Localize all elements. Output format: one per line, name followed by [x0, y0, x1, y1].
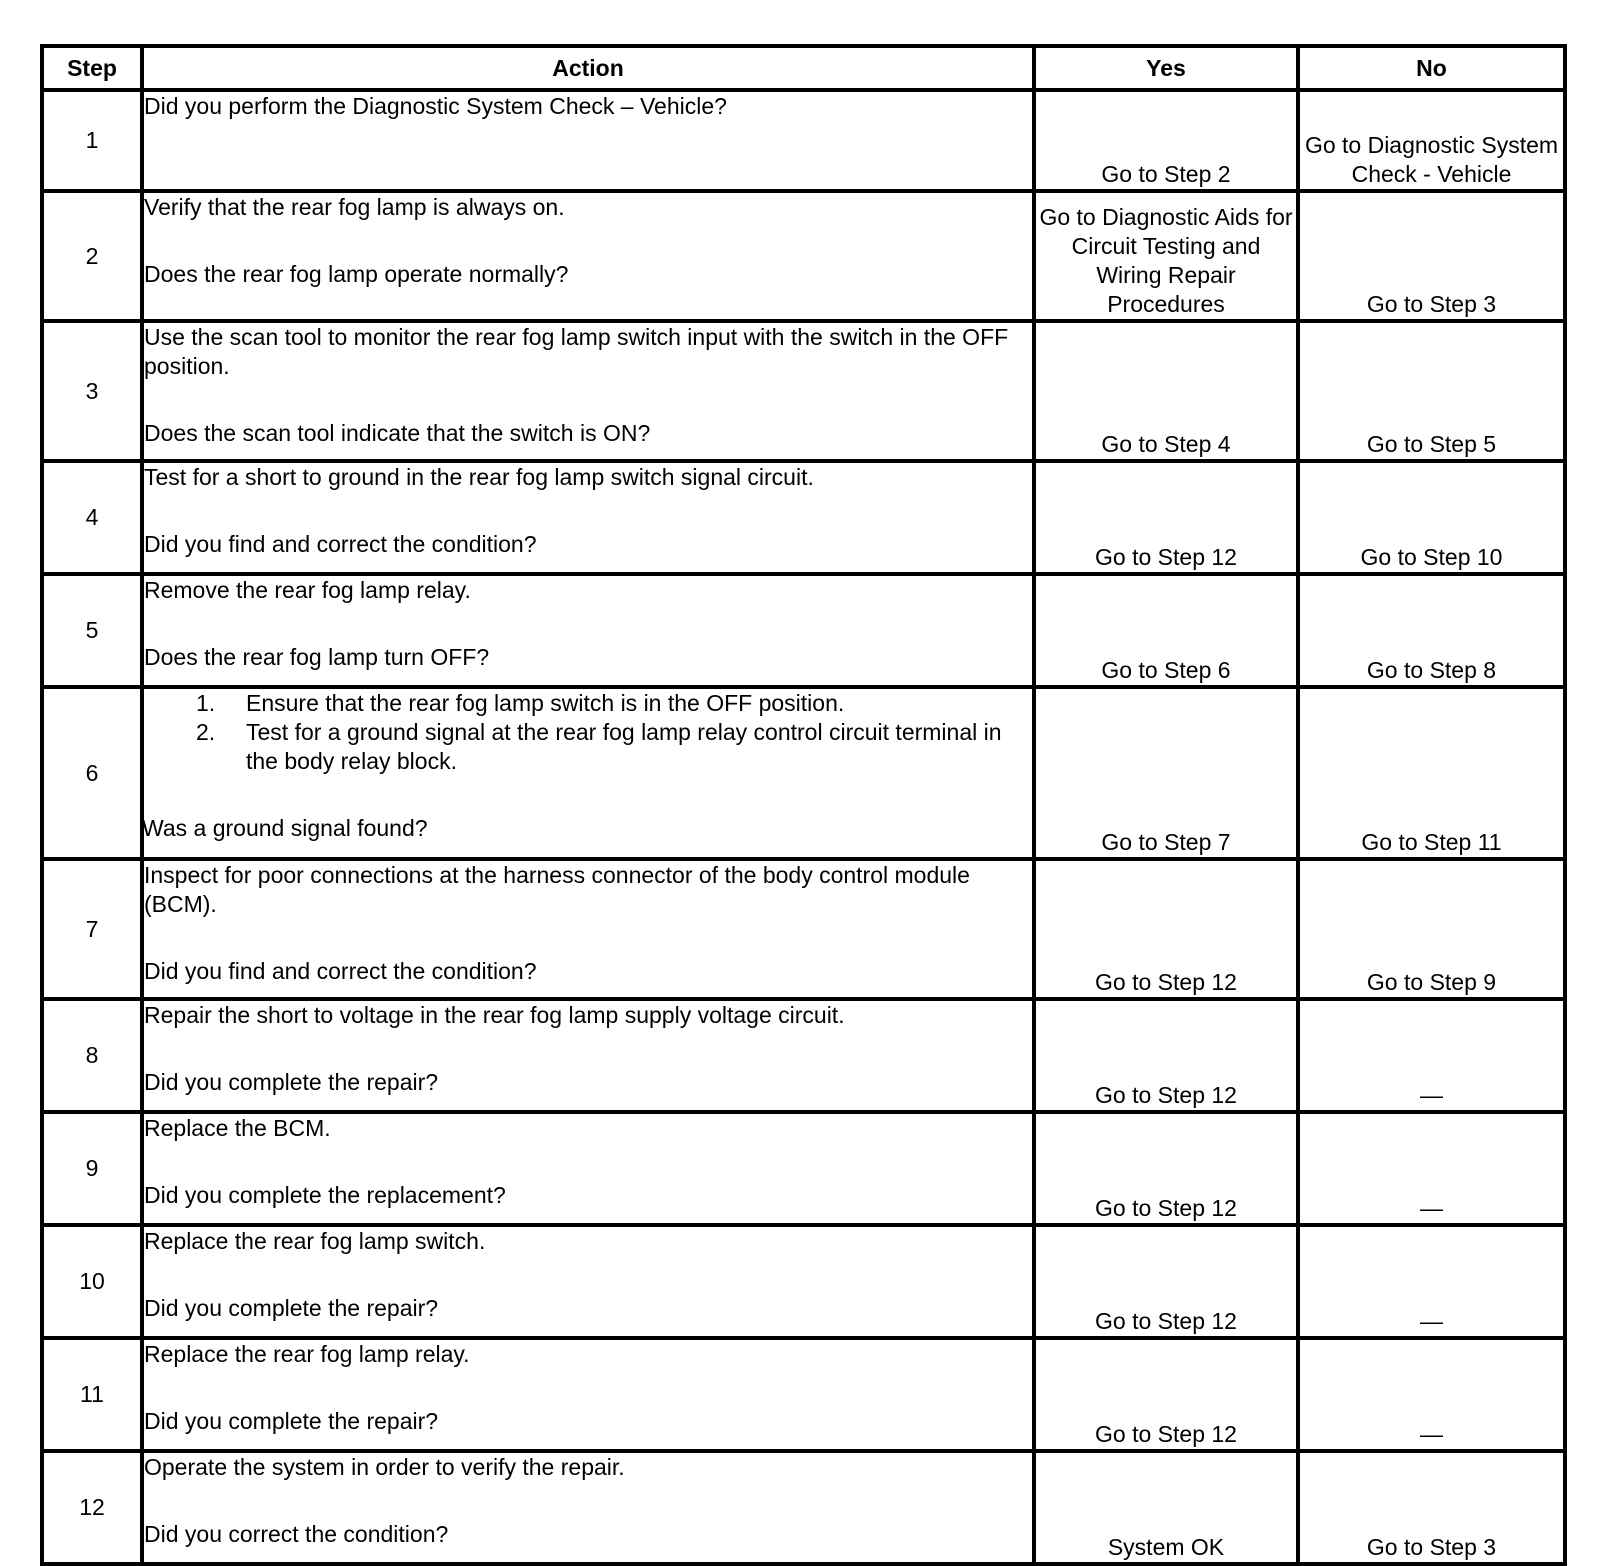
step-number: 7 [42, 859, 142, 999]
action-cell [142, 90, 1034, 191]
action-instruction: Inspect for poor connections at the harness connector of the body control module (BCM). [144, 862, 970, 917]
yes-result: Go to Step 12 [1034, 1112, 1298, 1225]
no-result: Go to Step 8 [1298, 574, 1565, 687]
yes-result: Go to Diagnostic Aids for Circuit Testing and Wiring Repair Procedures [1034, 191, 1298, 321]
action-instruction: Replace the BCM. [144, 1115, 331, 1141]
no-result: Go to Step 5 [1298, 321, 1565, 461]
list-item-number: 1. [196, 690, 216, 716]
table-row [42, 321, 1565, 461]
no-result: Go to Step 9 [1298, 859, 1565, 999]
table-row [42, 191, 1565, 321]
header-yes: Yes [1034, 46, 1298, 90]
action-question: Did you find and correct the condition? [144, 531, 537, 557]
no-result: Go to Step 3 [1298, 191, 1565, 321]
action-question: Did you complete the repair? [144, 1408, 439, 1434]
step-number: 1 [42, 90, 142, 191]
action-cell [142, 191, 1034, 321]
action-question: Did you complete the repair? [144, 1295, 439, 1321]
action-instruction: Did you perform the Diagnostic System Check – Vehicle? [144, 93, 727, 119]
action-instruction: Remove the rear fog lamp relay. [144, 577, 471, 603]
no-result: — [1298, 999, 1565, 1112]
table-row [42, 1112, 1565, 1225]
step-number: 3 [42, 321, 142, 461]
header-row [42, 46, 1565, 90]
action-cell [142, 1225, 1034, 1338]
list-item-text: Ensure that the rear fog lamp switch is in the OFF position. [246, 690, 845, 716]
step-number: 4 [42, 461, 142, 574]
list-item-number: 2. [196, 719, 216, 745]
action-instruction: Replace the rear fog lamp relay. [144, 1341, 470, 1367]
table-row [42, 1338, 1565, 1451]
yes-result: Go to Step 12 [1034, 461, 1298, 574]
list-item [144, 689, 1032, 718]
yes-result: Go to Step 12 [1034, 1338, 1298, 1451]
step-number: 9 [42, 1112, 142, 1225]
yes-result: Go to Step 12 [1034, 999, 1298, 1112]
action-cell [142, 687, 1034, 859]
action-instruction: Replace the rear fog lamp switch. [144, 1228, 486, 1254]
action-cell [142, 1112, 1034, 1225]
action-instruction: Use the scan tool to monitor the rear fog lamp switch input with the switch in the OFF position. [144, 324, 1009, 379]
step-number: 6 [42, 687, 142, 859]
table-row [42, 1225, 1565, 1338]
action-instruction: Repair the short to voltage in the rear fog lamp supply voltage circuit. [144, 1002, 845, 1028]
no-result: — [1298, 1338, 1565, 1451]
step-number: 12 [42, 1451, 142, 1564]
header-no: No [1298, 46, 1565, 90]
no-result: — [1298, 1225, 1565, 1338]
action-question: Does the rear fog lamp operate normally? [144, 261, 569, 287]
step-number: 11 [42, 1338, 142, 1451]
action-cell [142, 859, 1034, 999]
action-steps-list [144, 689, 1032, 776]
table-row [42, 687, 1565, 859]
no-result: Go to Diagnostic System Check - Vehicle [1298, 90, 1565, 191]
table-row [42, 574, 1565, 687]
yes-result: Go to Step 12 [1034, 859, 1298, 999]
action-instruction: Test for a short to ground in the rear fog lamp switch signal circuit. [144, 464, 814, 490]
step-number: 5 [42, 574, 142, 687]
action-question: Did you find and correct the condition? [144, 958, 537, 984]
table-row [42, 859, 1565, 999]
step-number: 10 [42, 1225, 142, 1338]
diagnostic-table [40, 44, 1567, 1566]
no-result: Go to Step 10 [1298, 461, 1565, 574]
yes-result: Go to Step 6 [1034, 574, 1298, 687]
header-step: Step [42, 46, 142, 90]
action-instruction: Operate the system in order to verify the repair. [144, 1454, 625, 1480]
action-cell [142, 461, 1034, 574]
no-result: Go to Step 11 [1298, 687, 1565, 859]
action-cell [142, 574, 1034, 687]
no-result: — [1298, 1112, 1565, 1225]
table-row [42, 1451, 1565, 1564]
list-item-text: Test for a ground signal at the rear fog lamp relay control circuit terminal in the body relay block. [246, 719, 1002, 774]
action-question: Was a ground signal found? [142, 815, 428, 841]
yes-result: Go to Step 12 [1034, 1225, 1298, 1338]
yes-result: System OK [1034, 1451, 1298, 1564]
action-cell [142, 1451, 1034, 1564]
action-cell [142, 321, 1034, 461]
table-row [42, 999, 1565, 1112]
no-result: Go to Step 3 [1298, 1451, 1565, 1564]
table-row [42, 90, 1565, 191]
action-question: Does the rear fog lamp turn OFF? [144, 644, 490, 670]
action-instruction: Verify that the rear fog lamp is always on. [144, 194, 565, 220]
yes-result: Go to Step 4 [1034, 321, 1298, 461]
action-cell [142, 999, 1034, 1112]
action-cell [142, 1338, 1034, 1451]
yes-result: Go to Step 7 [1034, 687, 1298, 859]
action-question: Does the scan tool indicate that the switch is ON? [144, 420, 651, 446]
action-question: Did you correct the condition? [144, 1521, 449, 1547]
list-item [144, 718, 1032, 776]
header-action: Action [142, 46, 1034, 90]
step-number: 8 [42, 999, 142, 1112]
table-row [42, 461, 1565, 574]
step-number: 2 [42, 191, 142, 321]
yes-result: Go to Step 2 [1034, 90, 1298, 191]
action-question: Did you complete the replacement? [144, 1182, 506, 1208]
action-question: Did you complete the repair? [144, 1069, 439, 1095]
